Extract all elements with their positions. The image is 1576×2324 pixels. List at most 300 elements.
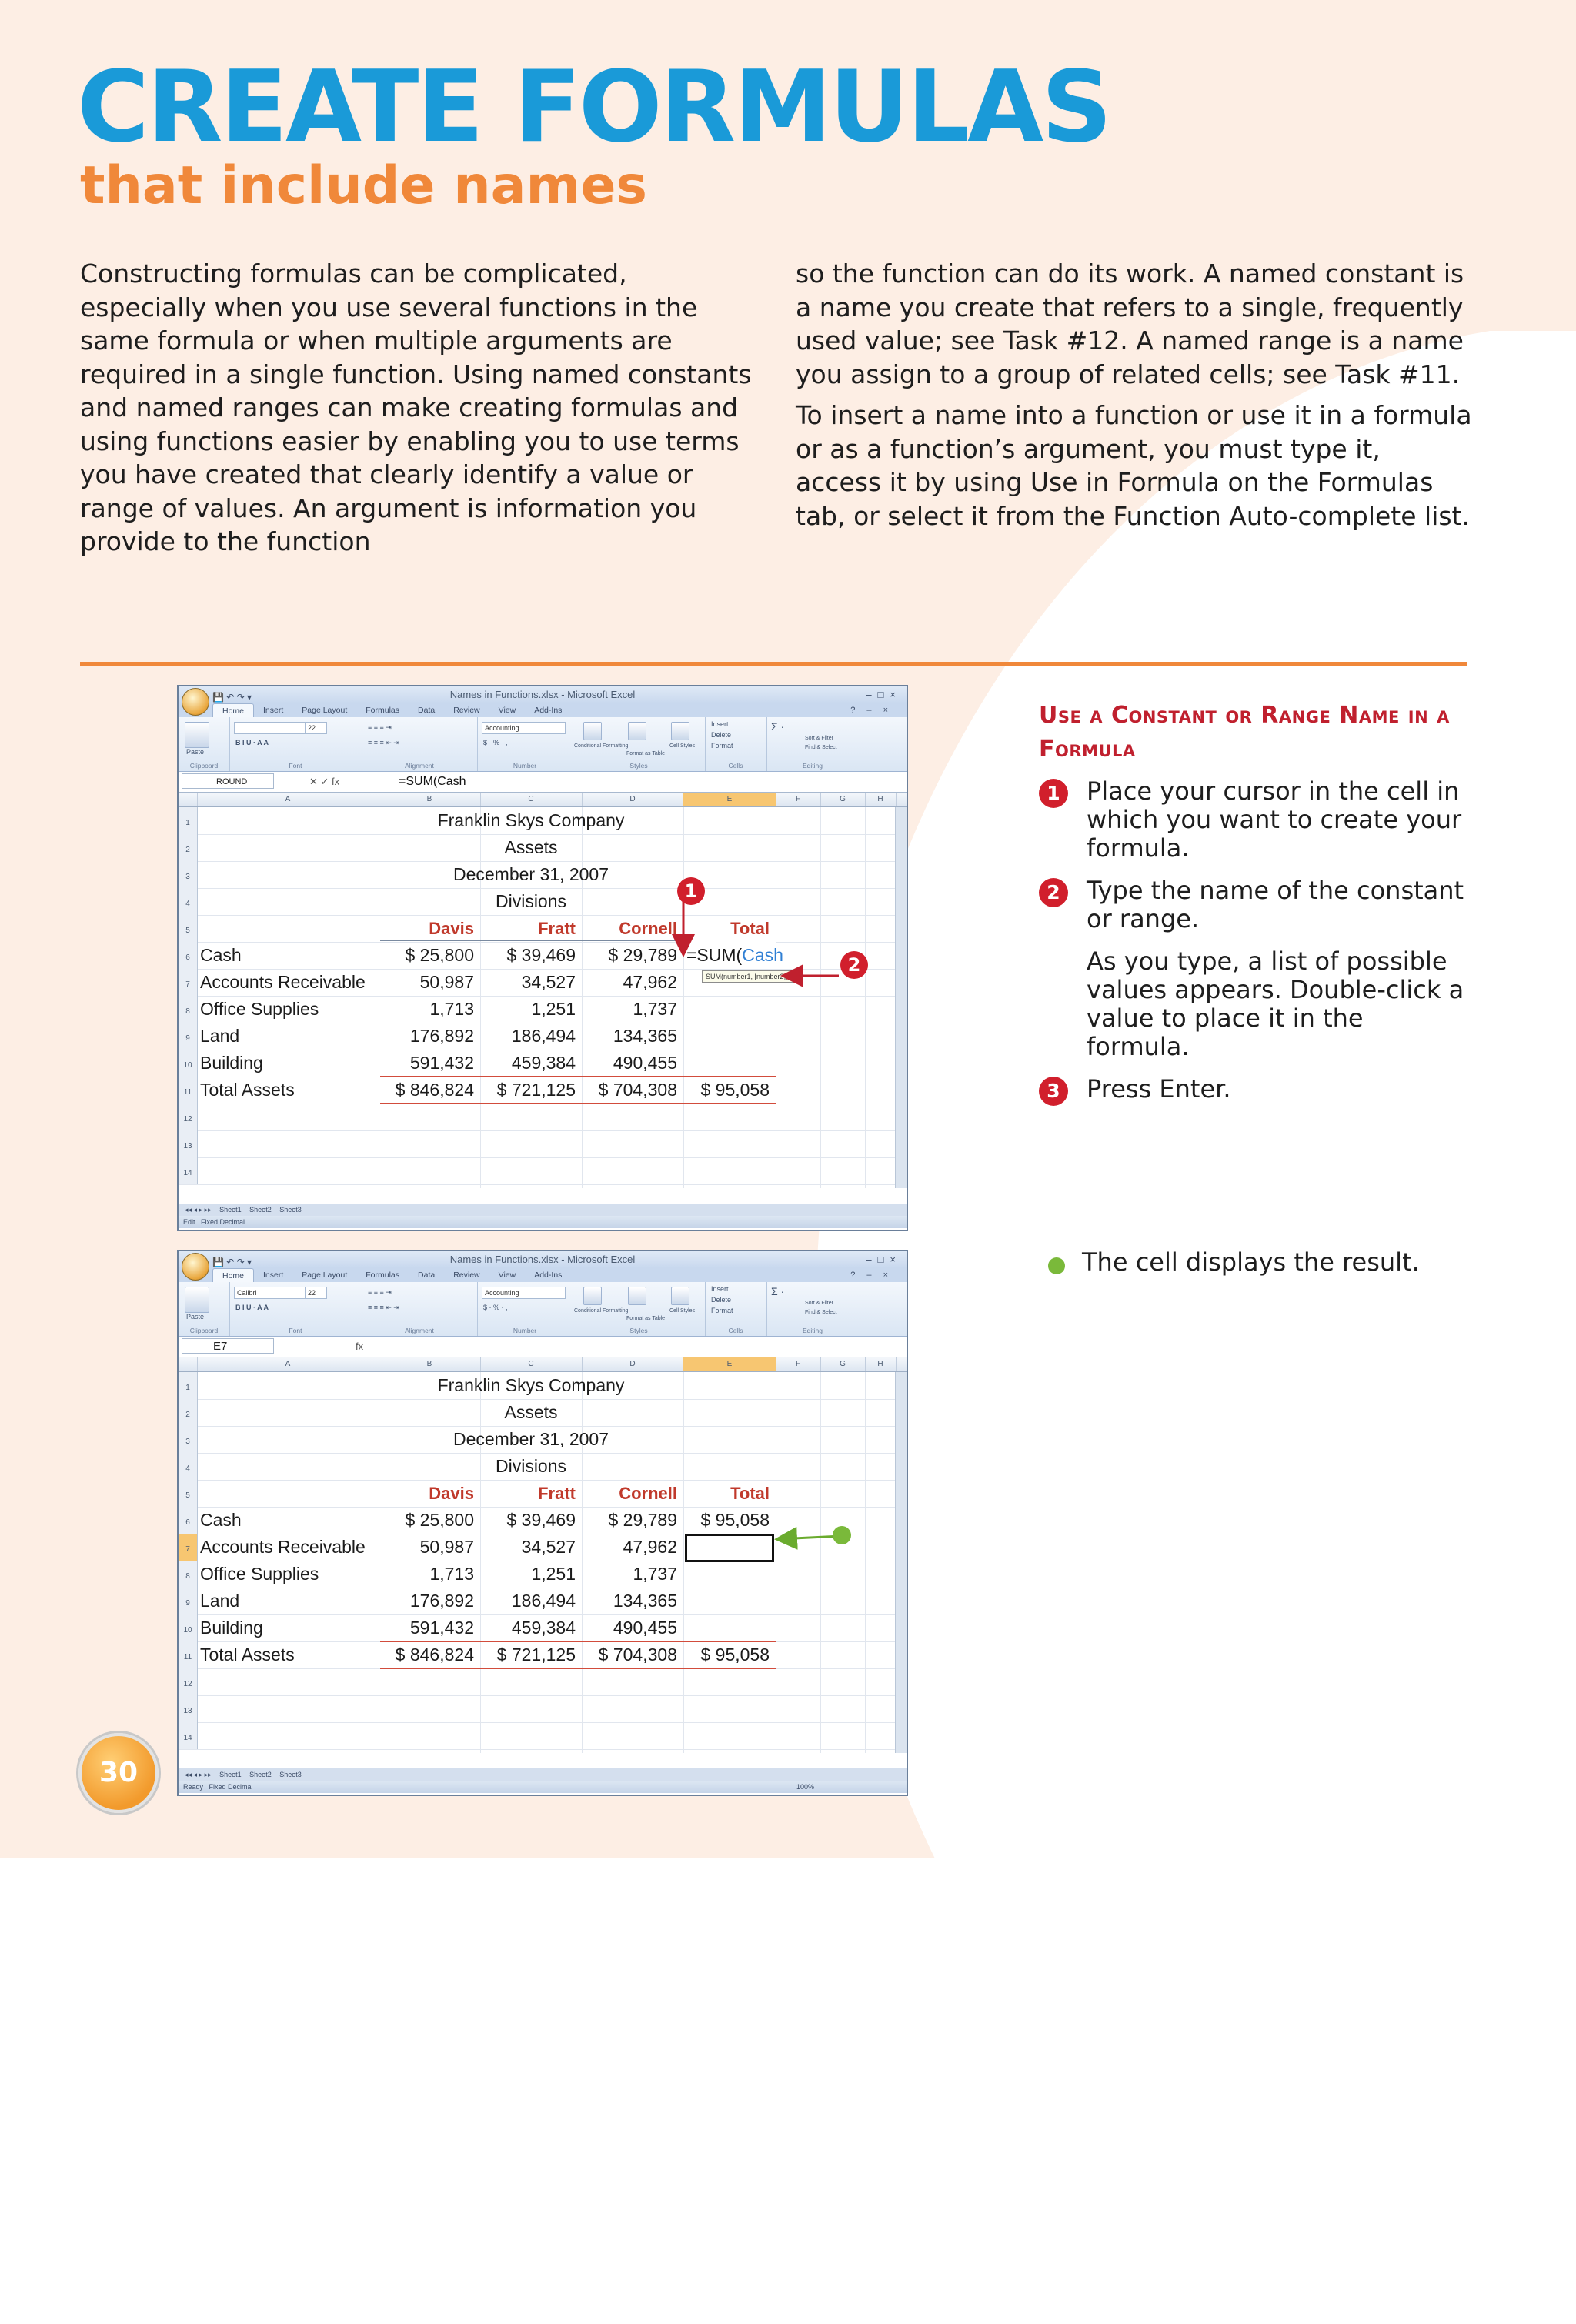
sheet-row	[179, 1023, 907, 1050]
number-format-icons[interactable]: $ · % · ,	[483, 739, 508, 746]
cell-value[interactable]: $ 721,125	[496, 1080, 576, 1100]
sheet-row	[179, 1561, 907, 1588]
cell-row-label[interactable]: Cash	[200, 945, 242, 965]
group-label: Styles	[629, 1327, 648, 1334]
callout-badge-1: 1	[677, 877, 705, 905]
select-all-corner[interactable]	[179, 793, 198, 806]
sheet-tab[interactable]: Sheet3	[279, 1771, 302, 1778]
sheet-tabs	[179, 1768, 907, 1781]
group-label: Number	[513, 762, 537, 770]
autosum-icon[interactable]: Σ ·	[771, 720, 785, 733]
cell-value[interactable]: $ 704,308	[598, 1644, 677, 1665]
row-header[interactable]: 1	[179, 807, 198, 834]
total-border-line	[380, 1668, 776, 1669]
column-headers	[179, 1357, 907, 1372]
cell-styles-label: Cell Styles	[669, 1308, 696, 1314]
row-header[interactable]: 10	[179, 1050, 198, 1077]
ribbon-group-alignment	[362, 717, 478, 771]
cell-value[interactable]: 1,737	[633, 999, 677, 1019]
cell-value[interactable]: $ 39,469	[506, 945, 576, 965]
cell-value[interactable]: $ 721,125	[496, 1644, 576, 1665]
column-header[interactable]: E	[683, 793, 776, 806]
cell-header-total[interactable]: Total	[730, 1484, 770, 1503]
tab-review[interactable]: Review	[453, 706, 480, 715]
quick-access-toolbar[interactable]: 💾 ↶ ↷ ▾	[212, 1257, 252, 1267]
cell-value[interactable]: 47,962	[623, 972, 677, 992]
paste-label: Paste	[186, 1313, 205, 1321]
font-size-box[interactable]: 22	[305, 1287, 327, 1299]
tab-formulas[interactable]: Formulas	[366, 706, 400, 715]
help-icon[interactable]: ? – ×	[850, 706, 893, 715]
cell-row-label[interactable]: Cash	[200, 1510, 242, 1530]
cell-value[interactable]: 490,455	[613, 1618, 677, 1638]
cell-value[interactable]: 176,892	[409, 1026, 474, 1046]
sheet-row	[179, 1050, 907, 1077]
sheet-tab[interactable]: Sheet3	[279, 1206, 302, 1214]
ribbon-group-font	[229, 1282, 362, 1336]
sheet-row	[179, 1077, 907, 1104]
bold-italic-underline-icons[interactable]: B I U · A A	[235, 1304, 269, 1311]
name-box[interactable]: E7	[182, 1338, 274, 1354]
sheet-nav-icons[interactable]: ◂◂ ◂ ▸ ▸▸	[185, 1206, 212, 1214]
cell-value[interactable]: $ 846,824	[395, 1080, 474, 1100]
row-header[interactable]: 2	[179, 834, 198, 861]
cell-value[interactable]: 34,527	[521, 972, 576, 992]
status-mode: Edit	[183, 1218, 195, 1226]
row-header[interactable]: 3	[179, 861, 198, 888]
insert-cells-button[interactable]: Insert	[711, 1285, 729, 1293]
step-note: As you type, a list of possible values appears. Double-click a value to place it in the formula.	[1087, 947, 1464, 1061]
ribbon-group-clipboard	[179, 1282, 230, 1336]
delete-cells-button[interactable]: Delete	[711, 731, 732, 739]
cell-header-fratt[interactable]: Fratt	[538, 1484, 576, 1503]
column-header[interactable]: F	[776, 1357, 821, 1371]
cell-value[interactable]: 186,494	[511, 1591, 576, 1611]
cell-value[interactable]: 176,892	[409, 1591, 474, 1611]
sort-filter-button[interactable]: Sort & Filter	[805, 736, 833, 741]
sheet-row	[179, 888, 907, 916]
cell-value[interactable]: 1,251	[531, 999, 576, 1019]
status-bar	[179, 1781, 907, 1793]
window-title: Names in Functions.xlsx - Microsoft Excel	[449, 1254, 636, 1265]
sheet-row	[179, 915, 907, 943]
status-bar	[179, 1216, 907, 1228]
column-header[interactable]: D	[582, 793, 684, 806]
number-format-box[interactable]: Accounting	[482, 1287, 566, 1299]
total-border-line	[380, 1641, 776, 1642]
window-title-bar	[179, 686, 907, 703]
column-header[interactable]: A	[197, 1357, 379, 1371]
zoom-level[interactable]: 100%	[796, 1783, 814, 1791]
cell-grid	[179, 1372, 907, 1753]
cell-e6-result[interactable]: $ 95,058	[700, 1510, 770, 1530]
result-text: The cell displays the result.	[1082, 1247, 1420, 1277]
cell-row-label[interactable]: Land	[200, 1026, 240, 1046]
sheet-nav-icons[interactable]: ◂◂ ◂ ▸ ▸▸	[185, 1771, 212, 1778]
cell-styles-button[interactable]	[671, 1287, 690, 1305]
step-item	[1039, 1075, 1470, 1104]
sheet-row	[179, 1130, 907, 1158]
find-select-button[interactable]: Find & Select	[805, 1310, 837, 1315]
tab-view[interactable]: View	[498, 1271, 516, 1280]
row-header[interactable]: 4	[179, 1453, 198, 1480]
cell-row-label[interactable]: Total Assets	[200, 1644, 295, 1665]
cell-value[interactable]: 1,251	[531, 1564, 576, 1584]
cell-header-cornell[interactable]: Cornell	[619, 1484, 677, 1503]
column-header[interactable]: G	[820, 1357, 866, 1371]
cell-value[interactable]: $ 25,800	[405, 1510, 474, 1530]
cell-value[interactable]: 490,455	[613, 1053, 677, 1073]
font-name-box[interactable]	[234, 722, 306, 734]
step-number-badge: 2	[1039, 878, 1068, 907]
cell-row-label[interactable]: Total Assets	[200, 1080, 295, 1100]
cell-company-name[interactable]: Franklin Skys Company	[437, 810, 625, 830]
cell-value[interactable]: 50,987	[419, 1537, 474, 1557]
cell-value[interactable]: $ 25,800	[405, 945, 474, 965]
delete-cells-button[interactable]: Delete	[711, 1296, 732, 1304]
total-border-line	[380, 1103, 776, 1104]
column-header[interactable]: F	[776, 793, 821, 806]
ribbon-tabs	[179, 703, 907, 717]
window-controls[interactable]: –□×	[866, 1254, 902, 1265]
conditional-label: Conditional Formatting	[574, 1308, 629, 1314]
tab-page-layout[interactable]: Page Layout	[302, 1271, 348, 1280]
section-divider	[80, 662, 1467, 666]
column-header[interactable]: B	[379, 1357, 481, 1371]
sheet-row	[179, 1480, 907, 1508]
formula-input[interactable]: =SUM(Cash	[399, 775, 466, 788]
tab-home[interactable]: Home	[212, 703, 254, 717]
row-header[interactable]: 10	[179, 1614, 198, 1641]
sheet-row	[179, 1668, 907, 1696]
row-header[interactable]: 7	[179, 1534, 198, 1561]
ribbon-group-clipboard	[179, 717, 230, 771]
cell-header-total[interactable]: Total	[730, 919, 770, 938]
tab-home[interactable]: Home	[212, 1268, 254, 1282]
cell-e6-editing[interactable]	[686, 942, 783, 969]
help-icon[interactable]: ? – ×	[850, 1271, 893, 1280]
sheet-tabs	[179, 1204, 907, 1216]
sheet-row	[179, 807, 907, 835]
ribbon-group-number	[477, 717, 573, 771]
row-header[interactable]: 5	[179, 915, 198, 942]
cell-value[interactable]: 591,432	[409, 1053, 474, 1073]
function-tooltip: SUM(number1, [number2], ...)	[702, 970, 802, 983]
tab-insert[interactable]: Insert	[263, 706, 284, 715]
column-header[interactable]: H	[865, 793, 897, 806]
cell-value[interactable]: 47,962	[623, 1537, 677, 1557]
row-header[interactable]: 6	[179, 942, 198, 969]
tab-insert[interactable]: Insert	[263, 1271, 284, 1280]
cell-row-label[interactable]: Accounts Receivable	[200, 972, 366, 992]
row-header[interactable]: 9	[179, 1023, 198, 1050]
tab-view[interactable]: View	[498, 706, 516, 715]
row-header[interactable]: 14	[179, 1722, 198, 1749]
sheet-row	[179, 1534, 907, 1561]
ribbon-group-styles	[573, 717, 706, 771]
find-select-button[interactable]: Find & Select	[805, 745, 837, 750]
row-header[interactable]: 4	[179, 888, 198, 915]
sheet-tab[interactable]: Sheet1	[219, 1771, 242, 1778]
column-headers	[179, 793, 907, 807]
office-button[interactable]	[182, 688, 209, 716]
ribbon-group-alignment	[362, 1282, 478, 1336]
group-label: Cells	[728, 762, 743, 770]
cell-value[interactable]: 1,713	[429, 999, 474, 1019]
column-header[interactable]: B	[379, 793, 481, 806]
ribbon-group-number	[477, 1282, 573, 1336]
conditional-formatting-button[interactable]	[583, 722, 602, 740]
row-header[interactable]: 2	[179, 1399, 198, 1426]
alignment-icons[interactable]: ≡ ≡ ≡ ⇥	[368, 1288, 392, 1296]
tab-review[interactable]: Review	[453, 1271, 480, 1280]
cell-value[interactable]: 50,987	[419, 972, 474, 992]
cell-value[interactable]: $ 95,058	[700, 1080, 770, 1100]
cell-row-label[interactable]: Land	[200, 1591, 240, 1611]
sheet-row	[179, 861, 907, 889]
page-number: 30	[78, 1733, 159, 1813]
intro-paragraph: so the function can do its work. A named constant is a name you create that refers to a single, frequently used value; see Task #12. A named range is a name you assign to a group of related cells; see Task #11.	[796, 259, 1464, 389]
format-cells-button[interactable]: Format	[711, 1307, 733, 1314]
ribbon-group-cells	[705, 1282, 767, 1336]
ribbon-group-font	[229, 717, 362, 771]
indent-icons[interactable]: ≡ ≡ ≡ ⇤ ⇥	[368, 739, 399, 746]
intro-left-column	[80, 257, 757, 566]
excel-screenshot-result	[177, 1250, 908, 1796]
window-controls[interactable]: –□×	[866, 689, 902, 700]
sheet-tab[interactable]: Sheet2	[249, 1771, 272, 1778]
callout-badge-2: 2	[840, 951, 868, 979]
vertical-scrollbar[interactable]	[895, 807, 907, 1188]
group-label: Cells	[728, 1327, 743, 1334]
sheet-row	[179, 1641, 907, 1669]
cell-grid	[179, 807, 907, 1188]
cell-value[interactable]: 134,365	[613, 1591, 677, 1611]
column-header[interactable]: C	[480, 793, 583, 806]
status-fixed-decimal: Fixed Decimal	[201, 1218, 245, 1226]
cell-value[interactable]: $ 39,469	[506, 1510, 576, 1530]
row-header[interactable]: 6	[179, 1507, 198, 1534]
active-cell-selection[interactable]	[685, 1534, 774, 1562]
cell-row-label[interactable]: Office Supplies	[200, 999, 319, 1019]
cell-row-label[interactable]: Accounts Receivable	[200, 1537, 366, 1557]
column-header[interactable]: D	[582, 1357, 684, 1371]
cell-header-davis[interactable]: Davis	[429, 919, 474, 938]
cell-header-davis[interactable]: Davis	[429, 1484, 474, 1503]
sheet-row	[179, 996, 907, 1023]
sheet-tab[interactable]: Sheet2	[249, 1206, 272, 1214]
cell-row-label[interactable]: Building	[200, 1053, 263, 1073]
formula-prefix: =SUM(	[686, 945, 743, 965]
row-header[interactable]: 13	[179, 1130, 198, 1157]
cell-styles-button[interactable]	[671, 722, 690, 740]
name-box[interactable]: ROUND	[182, 773, 274, 789]
sheet-tab[interactable]: Sheet1	[219, 1206, 242, 1214]
indent-icons[interactable]: ≡ ≡ ≡ ⇤ ⇥	[368, 1304, 399, 1311]
ribbon-group-cells	[705, 717, 767, 771]
ribbon-group-editing	[766, 1282, 859, 1336]
intro-paragraph: Constructing formulas can be complicated, especially when you use several functions in the same formula or when multiple arguments are required in a single function. Using named constants and named ranges can make creating formulas and using functions easier by enabling you to use terms you have created that clearly identify a value or range of values. An argument is information you provide to the function	[80, 259, 752, 556]
cell-value[interactable]: 459,384	[511, 1618, 576, 1638]
group-label: Number	[513, 1327, 537, 1334]
cell-report-date[interactable]: December 31, 2007	[452, 864, 609, 884]
cell-header-cornell[interactable]: Cornell	[619, 919, 677, 938]
row-header[interactable]: 7	[179, 969, 198, 996]
format-table-label: Format as Table	[626, 1316, 666, 1321]
number-format-icons[interactable]: $ · % · ,	[483, 1304, 508, 1311]
cell-value[interactable]: $ 29,789	[608, 945, 677, 965]
group-label: Styles	[629, 762, 648, 770]
row-header[interactable]: 8	[179, 996, 198, 1023]
conditional-formatting-button[interactable]	[583, 1287, 602, 1305]
group-label: Alignment	[405, 762, 434, 770]
ribbon	[179, 1282, 907, 1337]
sheet-row	[179, 1695, 907, 1723]
intro-right-column	[796, 257, 1473, 540]
tab-add-ins[interactable]: Add-Ins	[534, 1271, 563, 1280]
step-text: Place your cursor in the cell in which you want to create your formula.	[1087, 776, 1462, 863]
group-label: Font	[289, 1327, 302, 1334]
page-title: CREATE FORMULAS	[77, 50, 1110, 165]
cell-header-fratt[interactable]: Fratt	[538, 919, 576, 938]
total-border-line	[380, 1076, 776, 1077]
ribbon-group-editing	[766, 717, 859, 771]
row-header[interactable]: 9	[179, 1588, 198, 1614]
group-label: Editing	[803, 1327, 823, 1334]
row-header[interactable]: 3	[179, 1426, 198, 1453]
sort-filter-button[interactable]: Sort & Filter	[805, 1301, 833, 1306]
insert-cells-button[interactable]: Insert	[711, 720, 729, 728]
number-format-box[interactable]: Accounting	[482, 722, 566, 734]
column-header[interactable]: C	[480, 1357, 583, 1371]
tab-add-ins[interactable]: Add-Ins	[534, 706, 563, 715]
cell-value[interactable]: $ 95,058	[700, 1644, 770, 1665]
ribbon-tabs	[179, 1268, 907, 1282]
cell-row-label[interactable]: Office Supplies	[200, 1564, 319, 1584]
cell-value[interactable]: 459,384	[511, 1053, 576, 1073]
cell-report-date[interactable]: December 31, 2007	[452, 1429, 609, 1449]
quick-access-toolbar[interactable]: 💾 ↶ ↷ ▾	[212, 692, 252, 703]
group-label: Clipboard	[189, 1327, 219, 1334]
tab-formulas[interactable]: Formulas	[366, 1271, 400, 1280]
format-as-table-button[interactable]	[628, 1287, 646, 1305]
sheet-row	[179, 942, 907, 970]
tab-data[interactable]: Data	[418, 1271, 436, 1280]
cell-value[interactable]: $ 846,824	[395, 1644, 474, 1665]
cell-styles-label: Cell Styles	[669, 743, 696, 749]
formula-bar	[179, 1337, 907, 1357]
status-fixed-decimal: Fixed Decimal	[209, 1783, 253, 1791]
cell-row-label[interactable]: Building	[200, 1618, 263, 1638]
row-header[interactable]: 1	[179, 1372, 198, 1399]
cell-divisions[interactable]: Divisions	[495, 891, 567, 911]
ribbon-group-styles	[573, 1282, 706, 1336]
row-header[interactable]: 14	[179, 1157, 198, 1184]
bold-italic-underline-icons[interactable]: B I U · A A	[235, 739, 269, 746]
steps-panel	[1039, 699, 1470, 1117]
sheet-row	[179, 1453, 907, 1481]
row-header[interactable]: 8	[179, 1561, 198, 1588]
column-header[interactable]: E	[683, 1357, 776, 1371]
window-title-bar	[179, 1251, 907, 1268]
sheet-row	[179, 1372, 907, 1400]
group-label: Alignment	[405, 1327, 434, 1334]
total-border-line	[380, 940, 682, 941]
column-header[interactable]: G	[820, 793, 866, 806]
cell-company-name[interactable]: Franklin Skys Company	[437, 1375, 625, 1395]
row-header[interactable]: 5	[179, 1480, 198, 1507]
select-all-corner[interactable]	[179, 1357, 198, 1371]
font-name-box[interactable]: Calibri	[234, 1287, 306, 1299]
step-number-badge: 3	[1039, 1077, 1068, 1106]
row-header[interactable]: 12	[179, 1668, 198, 1695]
cell-report-title[interactable]: Assets	[504, 837, 558, 857]
conditional-label: Conditional Formatting	[574, 743, 629, 749]
paste-button[interactable]	[185, 722, 209, 748]
intro-paragraph: To insert a name into a function or use it in a formula or as a function’s argument, you must type it, access it by using Use in Formula on the Formulas tab, or select it from the Function Auto-complete list.	[796, 400, 1472, 531]
row-header[interactable]: 11	[179, 1077, 198, 1104]
row-header[interactable]: 12	[179, 1104, 198, 1130]
cell-value[interactable]: $ 704,308	[598, 1080, 677, 1100]
result-note	[1048, 1248, 1420, 1277]
paste-button[interactable]	[185, 1287, 209, 1313]
row-header[interactable]: 11	[179, 1641, 198, 1668]
office-button[interactable]	[182, 1253, 209, 1281]
step-item	[1039, 877, 1470, 933]
step-text: Press Enter.	[1087, 1074, 1231, 1104]
sheet-row	[179, 1426, 907, 1454]
format-cells-button[interactable]: Format	[711, 742, 733, 750]
cell-value[interactable]: 591,432	[409, 1618, 474, 1638]
cell-value[interactable]: 1,737	[633, 1564, 677, 1584]
column-header[interactable]: H	[865, 1357, 897, 1371]
tab-data[interactable]: Data	[418, 706, 436, 715]
cell-report-title[interactable]: Assets	[504, 1402, 558, 1422]
steps-heading: Use a Constant or Range Name in a Formula	[1039, 702, 1450, 763]
autosum-icon[interactable]: Σ ·	[771, 1285, 785, 1297]
cell-value[interactable]: 34,527	[521, 1537, 576, 1557]
formula-bar-icons[interactable]: ✕ ✓ fx	[309, 776, 340, 787]
sheet-row	[179, 1722, 907, 1750]
ribbon	[179, 717, 907, 772]
fx-icon[interactable]: fx	[356, 1341, 364, 1352]
tab-page-layout[interactable]: Page Layout	[302, 706, 348, 715]
status-mode: Ready	[183, 1783, 204, 1791]
cell-value[interactable]: 134,365	[613, 1026, 677, 1046]
alignment-icons[interactable]: ≡ ≡ ≡ ⇥	[368, 723, 392, 731]
sheet-row	[179, 1614, 907, 1642]
formula-bar	[179, 772, 907, 793]
page-subtitle: that include names	[80, 155, 647, 216]
step-item	[1039, 777, 1470, 863]
column-header[interactable]: A	[197, 793, 379, 806]
cell-value[interactable]: $ 29,789	[608, 1510, 677, 1530]
row-header[interactable]: 13	[179, 1695, 198, 1722]
font-size-box[interactable]: 22	[305, 722, 327, 734]
sheet-row	[179, 1399, 907, 1427]
format-as-table-button[interactable]	[628, 722, 646, 740]
step-number-badge: 1	[1039, 779, 1068, 808]
paste-label: Paste	[186, 748, 205, 756]
excel-screenshot-editing	[177, 685, 908, 1231]
cell-value[interactable]: 186,494	[511, 1026, 576, 1046]
vertical-scrollbar[interactable]	[895, 1372, 907, 1753]
sheet-row	[179, 1157, 907, 1185]
window-title: Names in Functions.xlsx - Microsoft Excel	[449, 689, 636, 700]
sheet-row	[179, 1104, 907, 1131]
cell-divisions[interactable]: Divisions	[495, 1456, 567, 1476]
cell-value[interactable]: 1,713	[429, 1564, 474, 1584]
